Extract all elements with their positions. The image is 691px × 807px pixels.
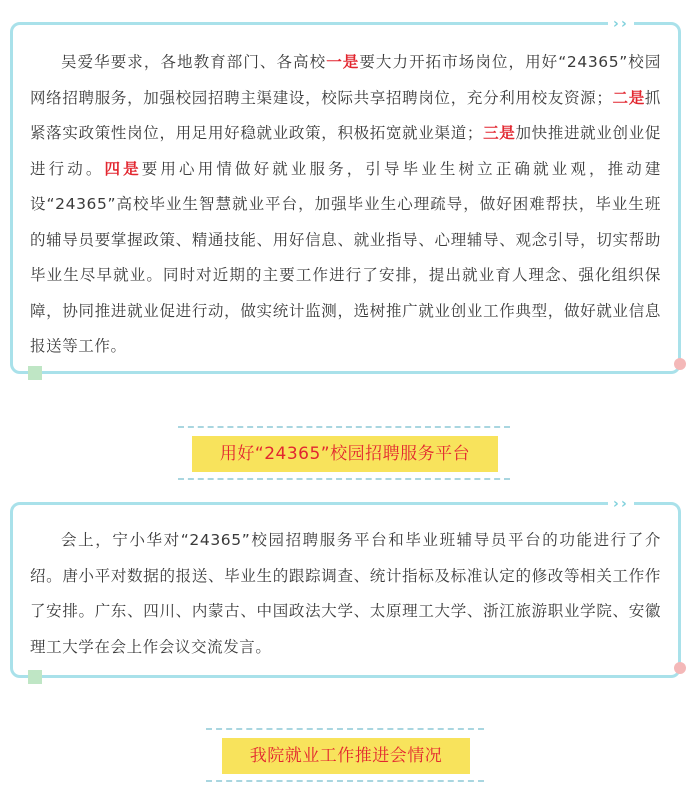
- dashed-divider: [206, 780, 484, 782]
- decorative-square: [28, 670, 42, 684]
- decorative-square: [28, 366, 42, 380]
- highlight-text: 三是: [483, 124, 516, 142]
- highlight-text: 二是: [612, 88, 645, 107]
- dashed-divider: [178, 426, 510, 428]
- body-text: 吴爱华要求，各地教育部门、各高校: [61, 53, 327, 71]
- chevron-right-icon: ›: [621, 496, 627, 512]
- card-2-paragraph: 会上，宁小华对“24365”校园招聘服务平台和毕业班辅导员平台的功能进行了介绍。唐小平对数据的报送、毕业生的跟踪调查、统计指标及标准认定的修改等相关工作作了安排。广东、四川、内蒙古、中国政法大学、太原理工大学、浙江旅游职业学院、安徽理工大学在会上作会议交流发言。: [30, 531, 661, 656]
- decorative-dot: [674, 662, 686, 674]
- body-text: 加快推进就业创业促进行动。: [30, 124, 662, 178]
- chevron-right-icon: ›: [613, 496, 619, 512]
- body-text: 要大力开拓市场岗位，用好“24365”校园网络招聘服务，加强校园招聘主渠建设，校际共享招聘岗位，充分利用校友资源；: [30, 53, 661, 107]
- highlight-text: 一是: [326, 53, 360, 71]
- card-1-paragraph: [13, 25, 678, 365]
- section-heading: 用好“24365”校园招聘服务平台: [192, 436, 498, 472]
- dashed-divider: [178, 478, 510, 480]
- decorative-dot: [674, 358, 686, 370]
- content-card-1: [10, 22, 681, 374]
- highlight-text: 四是: [104, 159, 142, 178]
- chevron-right-icon: ›: [613, 16, 619, 32]
- body-text: 抓紧落实政策性岗位，用足用好稳就业政策，积极拓宽就业渠道；: [30, 88, 661, 142]
- section-heading: 我院就业工作推进会情况: [222, 738, 470, 774]
- content-card-2: [10, 502, 681, 678]
- chevron-right-icon: ›: [621, 16, 627, 32]
- dashed-divider: [206, 728, 484, 730]
- body-text: 要用心用情做好就业服务，引导毕业生树立正确就业观，推动建设“24365”高校毕业生智慧就业平台，加强毕业生心理疏导，做好困难帮扶，毕业生班的辅导员要掌握政策、精通技能、用好信息、就业指导、心理辅导、观念引导，切实帮助毕业生尽早就业。同时对近期的主要工作进行了安排，提出就业育人理念、强化组织保障，协同推进就业促进行动，做实统计监测，选树推广就业创业工作典型，做好就业信息报送等工作。: [30, 159, 661, 355]
